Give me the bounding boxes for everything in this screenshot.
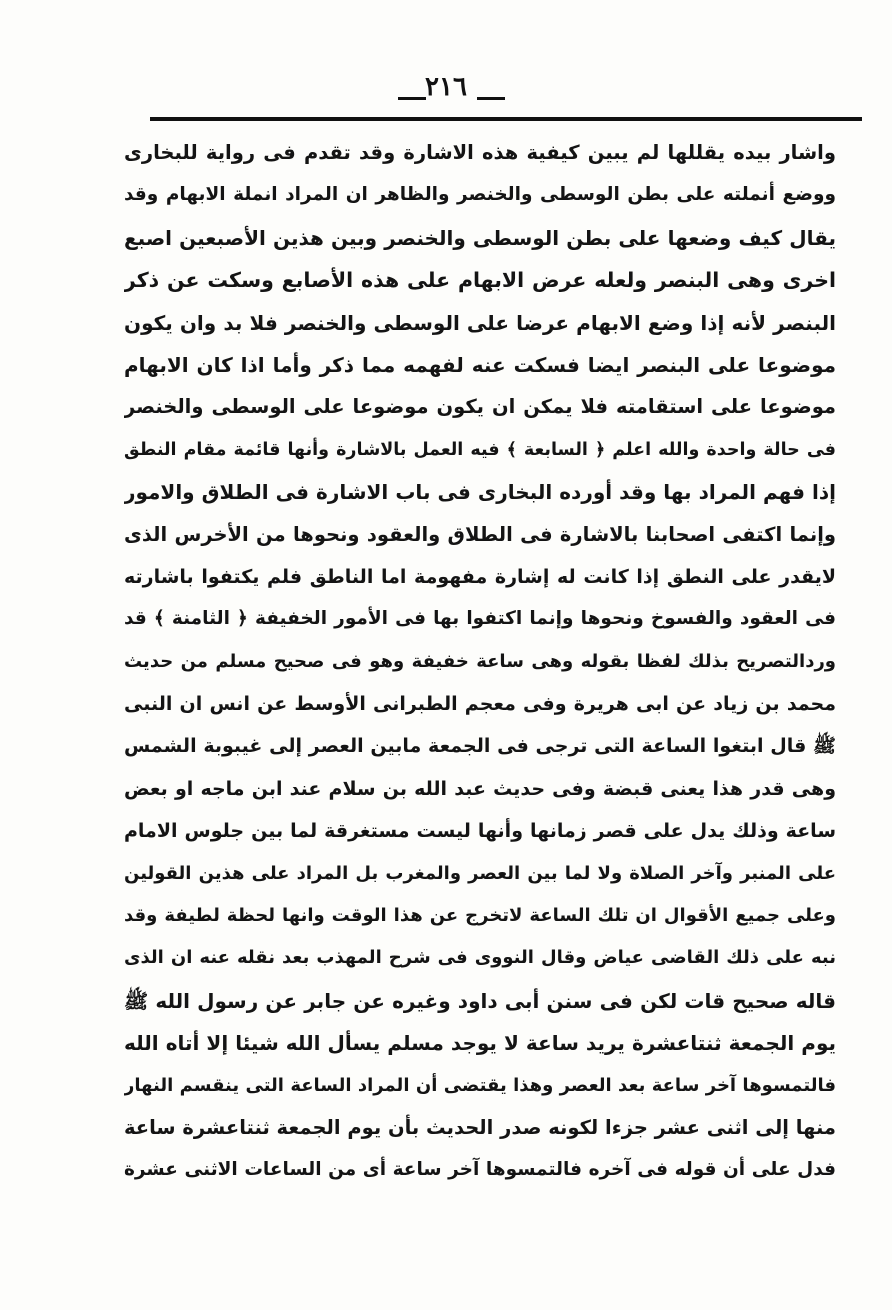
text-line: البنصر لأنه إذا وضع الابهام عرضا على الوسطى والخنصر فلا بد وان يكون bbox=[124, 310, 836, 335]
text-line: على المنبر وآخر الصلاة ولا لما بين العصر والمغرب بل المراد على هذين القولين bbox=[124, 862, 836, 884]
text-line: وإنما اكتفى اصحابنا بالاشارة فى الطلاق والعقود ونحوها من الأخرس الذى bbox=[124, 522, 836, 546]
text-line: قاله صحيح قات لكن فى سنن أبى داود وغيره عن جابر عن رسول الله ﷺ bbox=[124, 988, 836, 1013]
text-line: إذا فهم المراد بها وقد أورده البخارى فى باب الاشارة فى الطلاق والامور bbox=[124, 480, 836, 505]
text-line: موضوعا على استقامته فلا يمكن ان يكون موضوعا على الوسطى والخنصر bbox=[124, 395, 836, 419]
text-line: ووضع أنملته على بطن الوسطى والخنصر والظاهر ان المراد انملة الابهام وقد bbox=[124, 184, 836, 206]
text-line: يوم الجمعة ثنتاعشرة يريد ساعة لا يوجد مسلم يسأل الله شيئا إلا أتاه الله bbox=[124, 1031, 836, 1056]
text-line: ساعة وذلك يدل على قصر زمانها وأنها ليست مستغرقة لما بين جلوس الامام bbox=[124, 820, 836, 843]
text-line: وعلى جميع الأقوال ان تلك الساعة لاتخرج عن هذا الوقت وانها لحظة لطيفة وقد bbox=[124, 905, 836, 927]
text-line: منها إلى اثنى عشر جزءا لكونه صدر الحديث بأن يوم الجمعة ثنتاعشرة ساعة bbox=[124, 1115, 836, 1139]
text-line: فى حالة واحدة والله اعلم ﴿ السابعة ﴾ فيه العمل بالاشارة وأنها قائمة مقام النطق bbox=[124, 439, 836, 460]
body-text bbox=[124, 132, 836, 1192]
text-line: محمد بن زياد عن ابى هريرة وفى معجم الطبرانى الأوسط عن انس ان النبى bbox=[124, 693, 836, 716]
text-line: فالتمسوها آخر ساعة بعد العصر وهذا يقتضى أن المراد الساعة التى ينقسم النهار bbox=[124, 1074, 836, 1096]
page-header bbox=[0, 70, 892, 110]
text-line: اخرى وهى البنصر ولعله عرض الابهام على هذه الأصابع وسكت عن ذكر bbox=[124, 268, 836, 293]
page-number: ٢١٦ bbox=[425, 72, 467, 102]
text-line: فى العقود والفسوخ ونحوها وإنما اكتفوا بها فى الأمور الخفيفة ﴿ الثامنة ﴾ قد bbox=[124, 608, 836, 630]
text-line: وهى قدر هذا يعنى قبضة وفى حديث عبد الله بن سلام عند ابن ماجه او بعض bbox=[124, 777, 836, 800]
text-line: يقال كيف وضعها على بطن الوسطى والخنصر وبين هذين الأصبعين اصبع bbox=[124, 225, 836, 250]
text-line: واشار بيده يقللها لم يبين كيفية هذه الاشارة وقد تقدم فى رواية للبخارى bbox=[124, 141, 836, 164]
text-line: وردالتصريح بذلك لفظا بقوله وهى ساعة خفيفة وهو فى صحيح مسلم من حديث bbox=[124, 650, 836, 672]
text-line: لايقدر على النطق إذا كانت له إشارة مفهومة اما الناطق فلم يكتفوا باشارته bbox=[124, 565, 836, 588]
text-line: فدل على أن قوله فى آخره فالتمسوها آخر ساعة أى من الساعات الاثنى عشرة bbox=[124, 1159, 836, 1181]
text-line: نبه على ذلك القاضى عياض وقال النووى فى شرح المهذب بعد نقله عنه ان الذى bbox=[124, 947, 836, 969]
text-line: موضوعا على البنصر ايضا فسكت عنه لفهمه مما ذكر وأما اذا كان الابهام bbox=[124, 352, 836, 377]
header-rule bbox=[150, 117, 862, 121]
text-line: ﷺ قال ابتغوا الساعة التى ترجى فى الجمعة مابين العصر إلى غيبوبة الشمس bbox=[124, 735, 836, 758]
right-dash bbox=[477, 97, 505, 100]
